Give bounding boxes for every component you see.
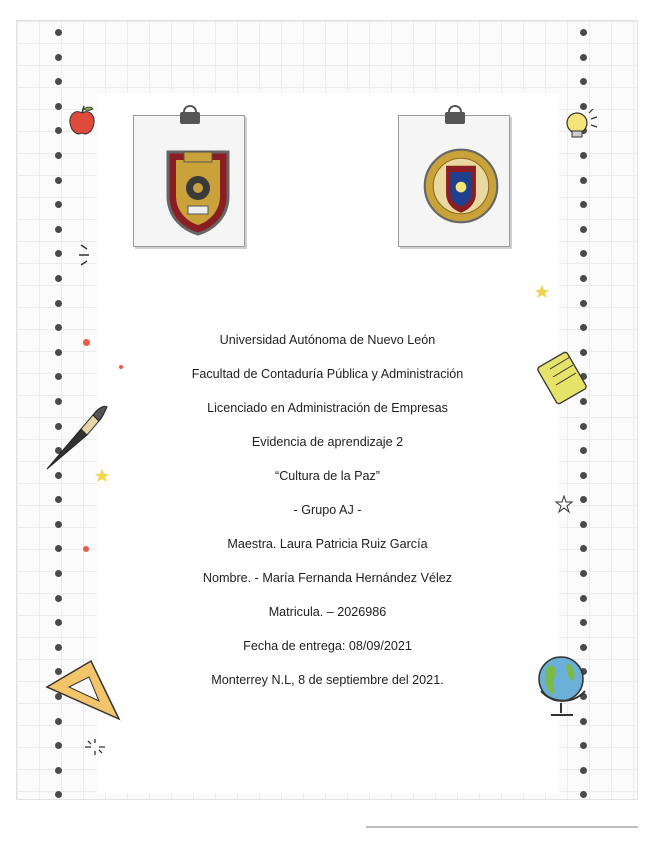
seal-card-right xyxy=(398,115,510,247)
seal-card-left xyxy=(133,115,245,247)
sparkle-mark-icon xyxy=(83,737,107,757)
sparkle-mark-icon xyxy=(77,241,91,271)
apple-icon xyxy=(67,105,97,137)
page-divider xyxy=(366,826,638,828)
star-icon xyxy=(535,285,549,299)
teacher-name: Maestra. Laura Patricia Ruiz García xyxy=(227,537,428,551)
binder-clip-icon xyxy=(443,104,467,126)
lightbulb-icon xyxy=(563,109,599,143)
group-label: - Grupo AJ - xyxy=(293,503,362,517)
faculty-seal-icon xyxy=(162,146,234,236)
binder-clip-icon xyxy=(178,104,202,126)
faculty-name: Facultad de Contaduría Pública y Administración xyxy=(191,367,464,381)
university-name: Universidad Autónoma de Nuevo León xyxy=(219,333,436,347)
due-date: Fecha de entrega: 08/09/2021 xyxy=(243,639,412,653)
degree-program: Licenciado en Administración de Empresas xyxy=(207,401,448,415)
topic-title: “Cultura de la Paz” xyxy=(275,469,380,483)
assignment-title: Evidencia de aprendizaje 2 xyxy=(251,435,404,449)
place-date: Monterrey N.L, 8 de septiembre del 2021. xyxy=(211,673,444,687)
cover-text xyxy=(0,330,655,704)
student-name: Nombre. - María Fernanda Hernández Vélez xyxy=(202,571,453,585)
student-id: Matricula. – 2026986 xyxy=(268,605,387,619)
university-seal-icon xyxy=(417,138,505,234)
